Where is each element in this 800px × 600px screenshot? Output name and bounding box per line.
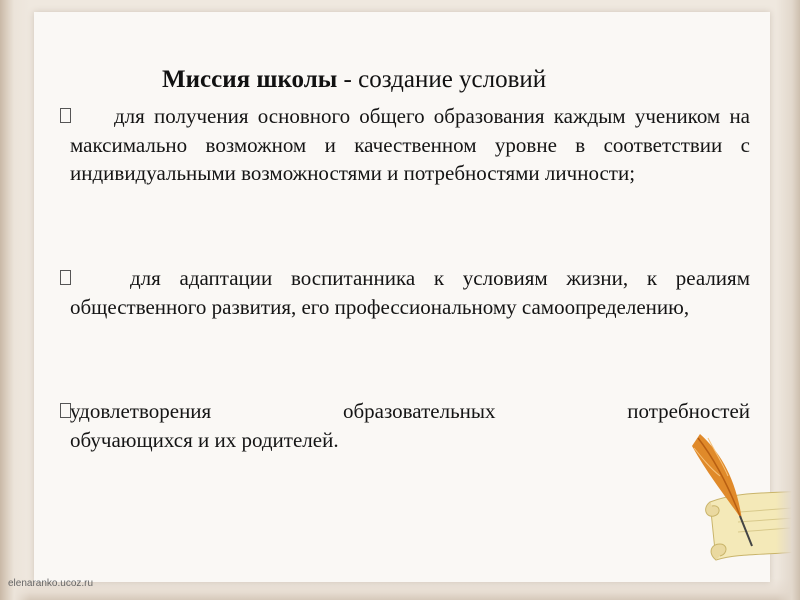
bullet-text-line-1: удовлетворения образовательных потребностей	[70, 399, 750, 423]
watermark: elenaranko.ucoz.ru	[8, 578, 94, 589]
slide-title	[162, 66, 546, 94]
bullet-text	[70, 397, 750, 454]
title-bold: Миссия школы	[162, 66, 338, 93]
bullet-text: для получения основного общего образования каждым учеником на максимально возможном и качественном уровне в соответствии с индивидуальными возможностями и потребностями личности;	[70, 104, 750, 186]
bullet-text: для адаптации воспитанника к условиям жизни, к реалиям общественного развития, его профессиональному самоопределению,	[70, 266, 750, 319]
bullet-text-line-2: обучающихся и их родителей.	[70, 427, 339, 452]
scroll-icon	[706, 489, 800, 560]
quill-and-scroll-icon	[680, 432, 800, 582]
title-rest: - создание условий	[337, 66, 547, 93]
slide-page	[34, 12, 770, 582]
